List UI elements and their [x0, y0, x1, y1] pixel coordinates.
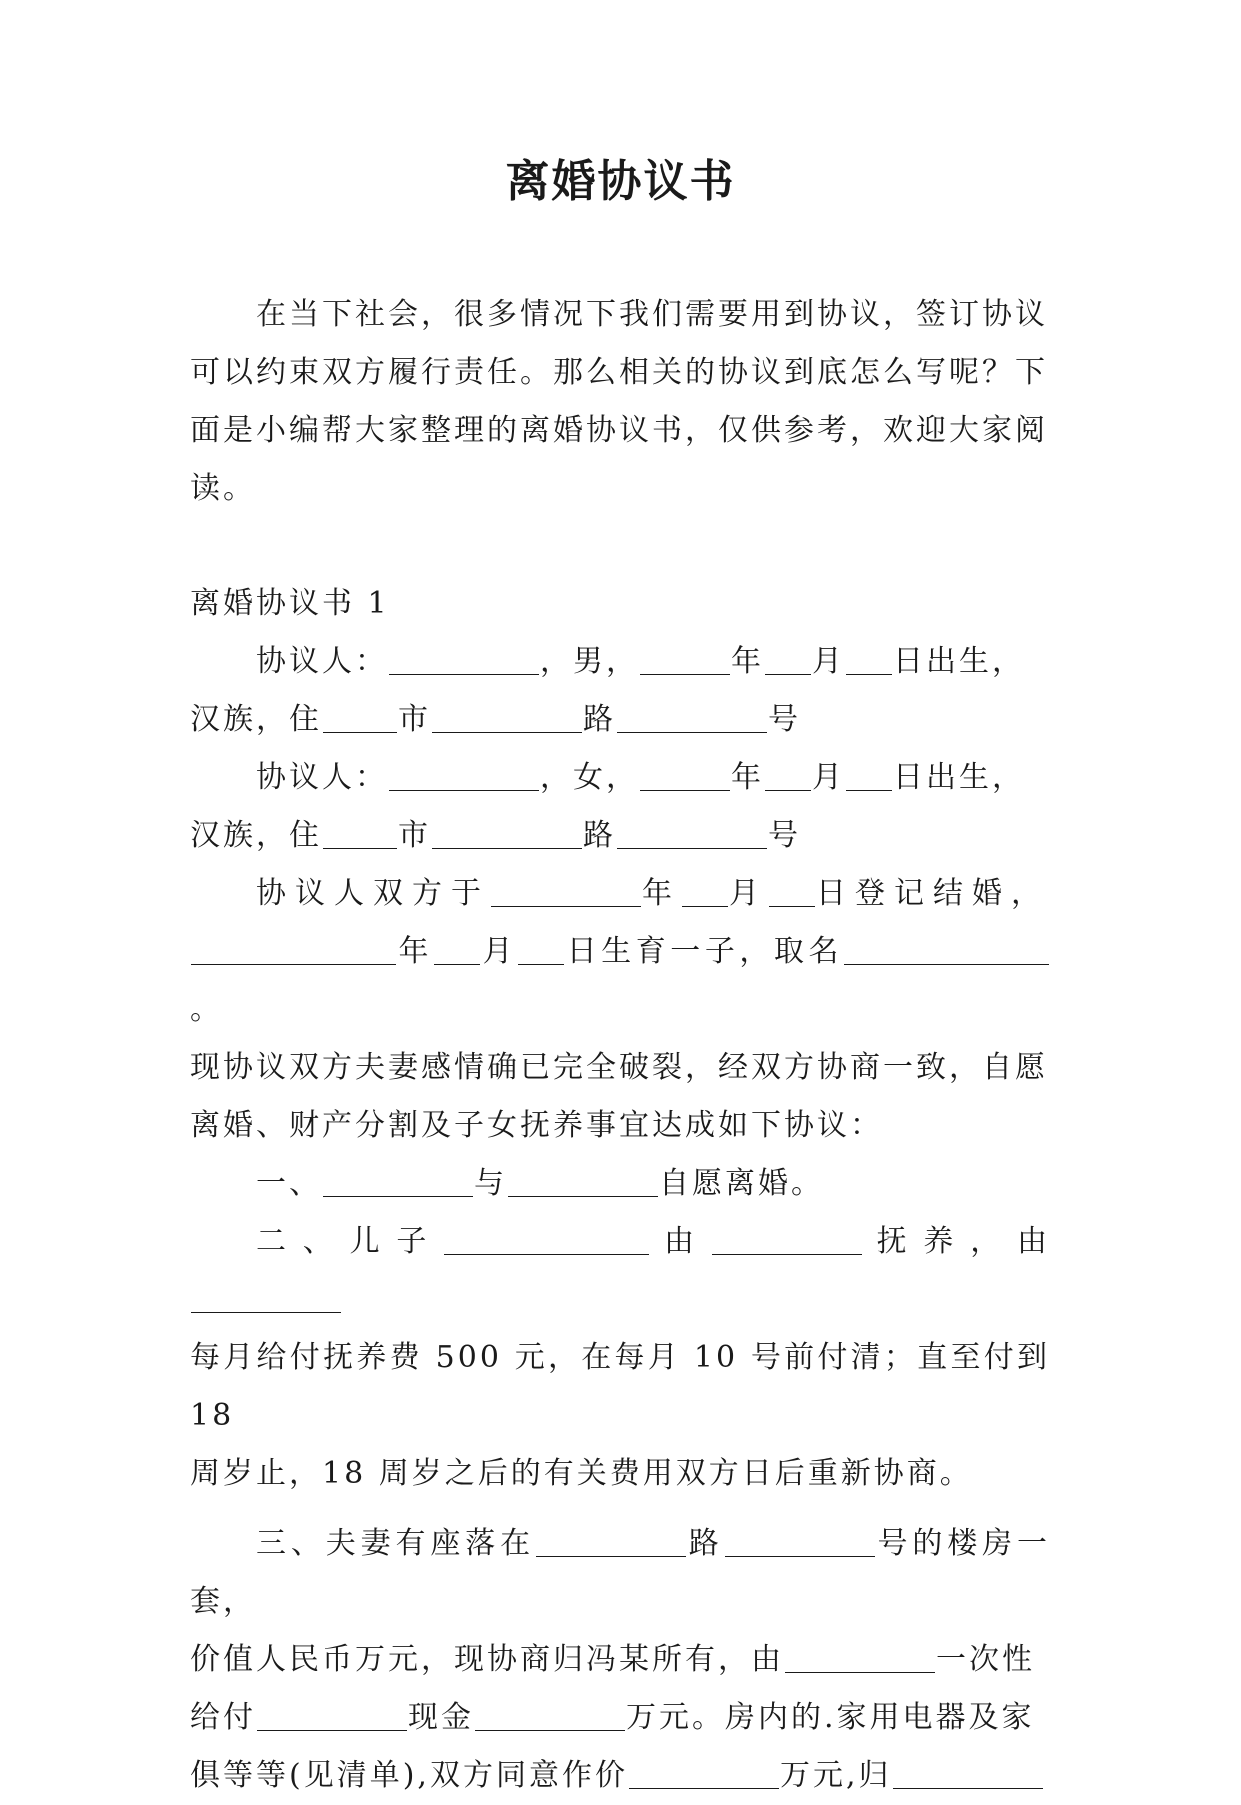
day-blank[interactable]: [846, 644, 892, 675]
label: 路: [583, 702, 616, 737]
label: 号的楼房一套，: [190, 1526, 1051, 1619]
day-blank[interactable]: [846, 760, 892, 791]
intro-line: [190, 344, 1050, 402]
label: 万元。房内的.家用电器及家: [626, 1700, 1035, 1735]
party1-address-line: [190, 691, 1050, 749]
intro-line: [190, 286, 1050, 344]
label: 抚养，由: [862, 1224, 1051, 1259]
intro-line: [190, 460, 1050, 518]
label: ，女，: [540, 760, 639, 795]
clause2-line: [190, 1213, 1050, 1329]
label: 月: [729, 876, 768, 911]
label: 日出生，: [893, 644, 1025, 679]
payer-blank[interactable]: [785, 1642, 935, 1673]
number-blank[interactable]: [617, 818, 767, 849]
child-line: [190, 923, 1050, 1039]
label: 一次性: [936, 1642, 1035, 1677]
city-blank[interactable]: [323, 818, 397, 849]
year-blank[interactable]: [640, 644, 730, 675]
day-blank[interactable]: [518, 934, 564, 965]
month-blank[interactable]: [434, 934, 480, 965]
marriage-line: [190, 865, 1050, 923]
label: ，男，: [540, 644, 639, 679]
label: 年: [397, 934, 434, 969]
intro-paragraph: [190, 286, 1050, 518]
marriage-text-line: 现协议双方夫妻感情确已完全破裂，经双方协商一致，自愿: [190, 1050, 1048, 1085]
year-blank[interactable]: [640, 760, 730, 791]
party2-line: [190, 749, 1050, 807]
clause2-text-line: 周岁止，18 周岁之后的有关费用双方日后重新协商。: [190, 1456, 973, 1491]
label: 现金: [408, 1700, 474, 1735]
intro-text: 在当下社会，很多情况下我们需要用到协议，签订协议: [256, 297, 1048, 332]
label: 与: [474, 1166, 507, 1201]
clause1-line: [190, 1155, 1050, 1213]
label: 路: [583, 818, 616, 853]
child-name-blank[interactable]: [444, 1224, 649, 1255]
document-title: 离婚协议书: [505, 156, 736, 207]
label: 价值人民币万元，现协商归冯某所有，由: [190, 1642, 784, 1677]
label: 协议人：: [256, 644, 388, 679]
road-blank[interactable]: [432, 702, 582, 733]
clause3-line: [190, 1515, 1050, 1631]
label: 汉族，住: [190, 818, 322, 853]
label: 由: [650, 1224, 711, 1259]
label: 俱等等(见清单),双方同意作价: [190, 1758, 628, 1793]
month-blank[interactable]: [682, 876, 728, 907]
month-blank[interactable]: [765, 760, 811, 791]
label: 万元,归: [779, 1758, 892, 1793]
name-blank[interactable]: [389, 760, 539, 791]
clause2-text-line: 每月给付抚养费 500 元，在每月 10 号前付清；直至付到 18: [190, 1340, 1050, 1433]
spacer: [190, 1503, 1050, 1515]
year-blank[interactable]: [491, 876, 641, 907]
party2-address-line: [190, 807, 1050, 865]
label: 路: [686, 1526, 724, 1561]
city-blank[interactable]: [323, 702, 397, 733]
label: 月: [481, 934, 518, 969]
clause3-line: [190, 1689, 1050, 1747]
guardian-blank[interactable]: [712, 1224, 862, 1255]
label: 年: [731, 644, 764, 679]
marriage-text-line: 离婚、财产分割及子女抚养事宜达成如下协议：: [190, 1108, 883, 1143]
label: 月: [812, 644, 845, 679]
road-blank[interactable]: [536, 1526, 686, 1557]
label: 协议人双方于: [256, 876, 490, 911]
label: 号: [768, 702, 801, 737]
label: 年: [642, 876, 681, 911]
label: 。: [190, 992, 223, 1027]
section-heading: 离婚协议书 1: [190, 586, 390, 621]
owner-blank[interactable]: [893, 1758, 1043, 1789]
intro-text: 面是小编帮大家整理的离婚协议书，仅供参考，欢迎大家阅: [190, 413, 1048, 448]
label: 协议人：: [256, 760, 388, 795]
label: 三、夫妻有座落在: [256, 1526, 535, 1561]
payer-blank[interactable]: [191, 1282, 341, 1313]
intro-line: [190, 402, 1050, 460]
year-blank[interactable]: [191, 934, 396, 965]
label: 日出生，: [893, 760, 1025, 795]
label: 汉族，住: [190, 702, 322, 737]
label: 自愿离婚。: [659, 1166, 824, 1201]
month-blank[interactable]: [765, 644, 811, 675]
intro-text: 读。: [190, 471, 256, 506]
label: 年: [731, 760, 764, 795]
number-blank[interactable]: [725, 1526, 875, 1557]
clause3-line: [190, 1747, 1050, 1805]
label: 给付: [190, 1700, 256, 1735]
label: 日生育一子，取名: [565, 934, 844, 969]
name-blank[interactable]: [323, 1166, 473, 1197]
label: 号: [768, 818, 801, 853]
road-blank[interactable]: [432, 818, 582, 849]
label: 市: [398, 702, 431, 737]
name-blank[interactable]: [508, 1166, 658, 1197]
label: 月: [812, 760, 845, 795]
name-blank[interactable]: [389, 644, 539, 675]
intro-text: 可以约束双方履行责任。那么相关的协议到底怎么写呢？下: [190, 355, 1048, 390]
amount-blank[interactable]: [629, 1758, 779, 1789]
label: 市: [398, 818, 431, 853]
party1-line: [190, 633, 1050, 691]
payee-blank[interactable]: [257, 1700, 407, 1731]
label: 日登记结婚，: [816, 876, 1050, 911]
label: 二、儿子: [256, 1224, 444, 1259]
amount-blank[interactable]: [475, 1700, 625, 1731]
agreement-section: [190, 575, 1050, 1805]
clause3-line: [190, 1631, 1050, 1689]
child-name-blank[interactable]: [844, 934, 1049, 965]
label: 一、: [256, 1166, 322, 1201]
number-blank[interactable]: [617, 702, 767, 733]
day-blank[interactable]: [769, 876, 815, 907]
